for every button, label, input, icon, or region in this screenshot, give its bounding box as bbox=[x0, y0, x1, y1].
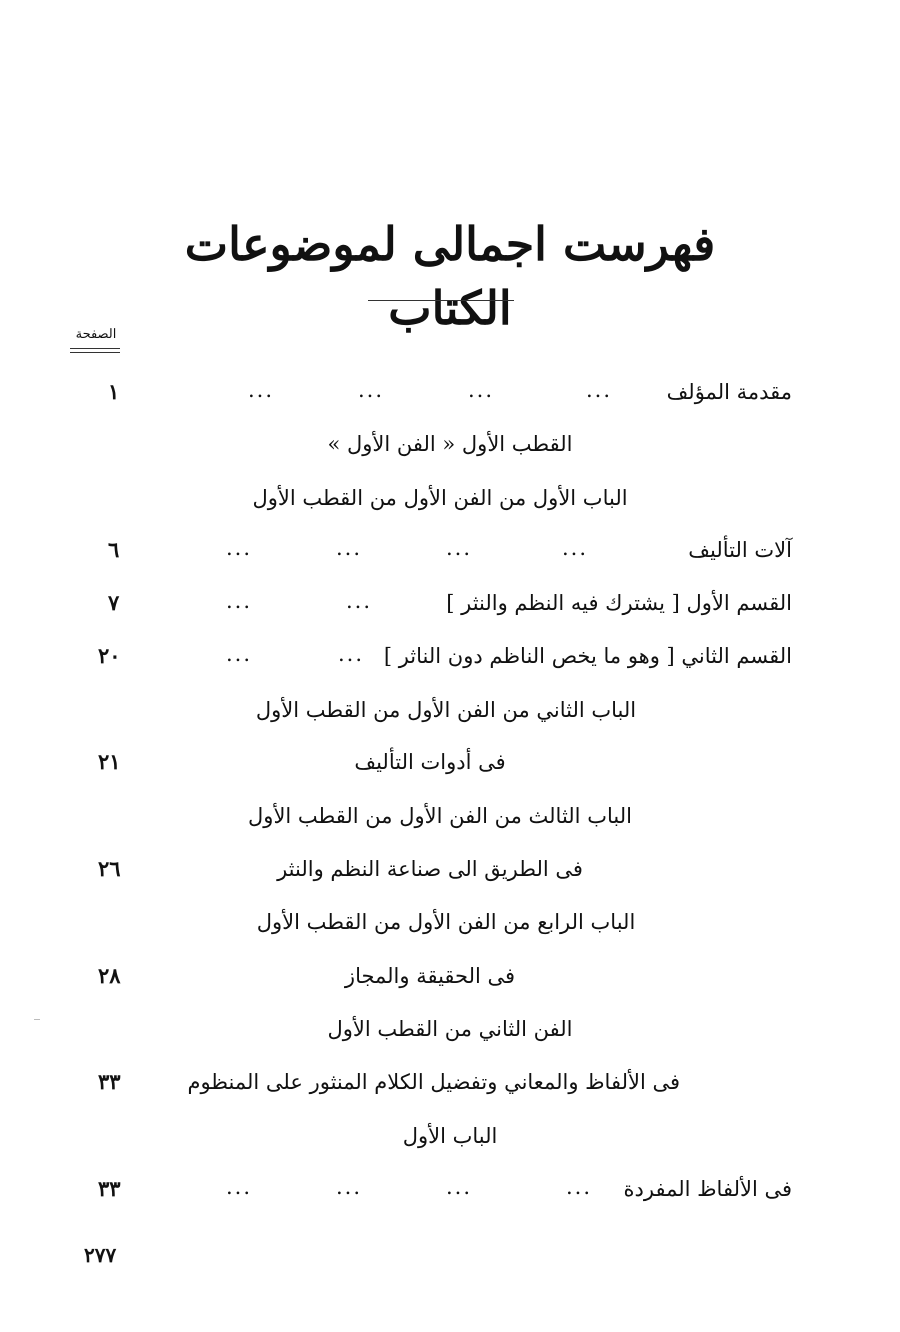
toc-section-heading: الباب الثالث من الفن الأول من القطب الأول bbox=[248, 804, 632, 828]
leader-dots: ... bbox=[247, 378, 274, 402]
toc-page-number: ٦ bbox=[108, 537, 120, 562]
toc-section-heading: الفن الثاني من القطب الأول bbox=[327, 1017, 573, 1041]
toc-entry-text: فى الألفاظ والمعاني وتفضيل الكلام المنثور على المنظوم bbox=[187, 1070, 680, 1094]
page-column-header: الصفحة bbox=[75, 327, 117, 342]
toc-page-number: ٢٠ bbox=[98, 643, 121, 668]
column-header-underline bbox=[70, 348, 120, 349]
leader-dots: ... bbox=[445, 1175, 472, 1199]
toc-entry-text: فى الطريق الى صناعة النظم والنثر bbox=[277, 857, 583, 881]
toc-page-number: ١ bbox=[108, 379, 120, 404]
leader-dots: ... bbox=[357, 378, 384, 402]
toc-section-heading: الباب الرابع من الفن الأول من القطب الأول bbox=[256, 910, 636, 934]
toc-entry bbox=[80, 636, 792, 676]
title-divider bbox=[368, 300, 514, 301]
toc-entry-introduction bbox=[80, 372, 792, 412]
page-folio-number: ٢٧٧ bbox=[84, 1243, 117, 1267]
leader-dots: ... bbox=[335, 1175, 362, 1199]
toc-section-heading: الباب الثاني من الفن الأول من القطب الأول bbox=[255, 698, 637, 722]
toc-entry-text: فى الألفاظ المفردة bbox=[623, 1177, 792, 1201]
leader-dots: ... bbox=[225, 589, 252, 613]
toc-entry-text: فى الحقيقة والمجاز bbox=[344, 964, 516, 988]
leader-dots: ... bbox=[345, 589, 372, 613]
toc-entry bbox=[80, 583, 792, 623]
toc-entry bbox=[80, 1169, 792, 1209]
leader-dots: ... bbox=[337, 642, 364, 666]
leader-dots: ... bbox=[561, 536, 588, 560]
margin-mark bbox=[34, 1019, 40, 1020]
leader-dots: ... bbox=[467, 378, 494, 402]
toc-page-number: ٢١ bbox=[98, 749, 121, 774]
toc-entry-text: آلات التأليف bbox=[688, 538, 792, 562]
toc-section-heading: الباب الأول bbox=[402, 1124, 498, 1148]
toc-section-heading: القطب الأول « الفن الأول » bbox=[327, 432, 573, 456]
leader-dots: ... bbox=[585, 378, 612, 402]
toc-entry-text: القسم الثاني [ وهو ما يخص الناظم دون الناثر ] bbox=[383, 644, 792, 668]
page-title: فهرست اجمالى لموضوعات الكتاب bbox=[184, 217, 716, 335]
toc-entry bbox=[80, 530, 792, 570]
leader-dots: ... bbox=[445, 536, 472, 560]
leader-dots: ... bbox=[565, 1175, 592, 1199]
toc-entry-text: فى أدوات التأليف bbox=[354, 750, 506, 774]
toc-page-number: ٢٦ bbox=[98, 856, 121, 881]
column-header-underline-second bbox=[70, 352, 120, 353]
leader-dots: ... bbox=[225, 1175, 252, 1199]
toc-entry-text: القسم الأول [ يشترك فيه النظم والنثر ] bbox=[446, 591, 792, 615]
leader-dots: ... bbox=[225, 536, 252, 560]
toc-page-number: ٧ bbox=[108, 590, 120, 615]
toc-section-heading: الباب الأول من الفن الأول من القطب الأول bbox=[252, 486, 628, 510]
toc-page-number: ٢٨ bbox=[98, 963, 121, 988]
toc-page-number: ٣٣ bbox=[98, 1069, 121, 1094]
toc-entry bbox=[80, 849, 792, 889]
toc-entry-text: مقدمة المؤلف bbox=[666, 380, 792, 404]
leader-dots: ... bbox=[225, 642, 252, 666]
leader-dots: ... bbox=[335, 536, 362, 560]
toc-entry bbox=[80, 956, 792, 996]
toc-entry bbox=[80, 1062, 792, 1102]
toc-page-number: ٣٣ bbox=[98, 1176, 121, 1201]
toc-entry bbox=[80, 742, 792, 782]
